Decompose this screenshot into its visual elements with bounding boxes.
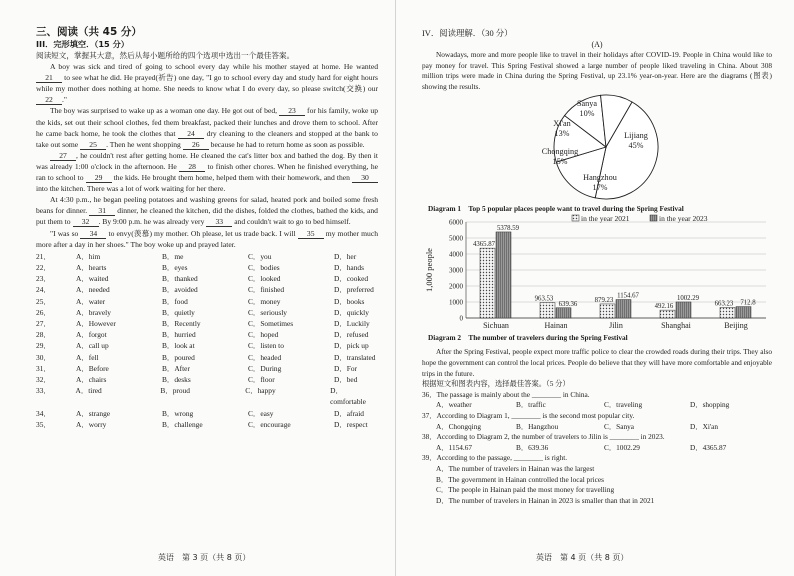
passage-label: (A): [591, 40, 603, 49]
bar-sichuan-2023: [496, 232, 511, 318]
blank-24: 24: [178, 129, 204, 139]
blank-22: 22: [36, 95, 62, 105]
option-c[interactable]: C．During: [248, 363, 282, 373]
option-c[interactable]: C．looked: [248, 274, 281, 284]
question-38: 38．According to Diagram 2, the number of travelers to Jilin is ________ in 2023. A．1154.67 B．639.36 C．1002.29 D．4365.87: [422, 432, 727, 452]
reading-title: IV．阅读理解．（30 分）: [422, 29, 513, 38]
option-d[interactable]: D．refused: [334, 330, 369, 340]
bar-jilin-2023: [616, 300, 631, 318]
option-row: 21． A．him B．me C．you D．her: [36, 251, 357, 261]
legend-swatch-2021: [572, 215, 579, 221]
question-instruction: 根据短文和图表内容，选择最佳答案。（5 分）: [422, 379, 570, 389]
question-37: 37．According to Diagram 1, ________ is the second most popular city. A．Chongqing B．Hangzhou C．Sanya D．Xi'an: [422, 410, 719, 431]
data-label: 492.16: [654, 303, 674, 311]
pie-label-chongqing: Chongqing 15%: [541, 147, 579, 167]
passage-after: After the Spring Festival, people expect more traffic police to clear the crowded roads during their trips. They also hope the government can control the local prices. People do believe that they will have more comfortable and enjoyable trips in the future.: [422, 347, 772, 378]
option-row: 30． A．fell B．poured C．headed D．translated: [36, 352, 376, 362]
diagram2-caption: Diagram 2 The number of travelers during the Spring Festival: [428, 333, 628, 343]
question-36: 36．The passage is mainly about the ________ in China. A．weather B．traffic C．traveling D．shopping: [422, 389, 730, 410]
data-label: 663.23: [714, 300, 734, 308]
option-d[interactable]: D．pick up: [334, 341, 369, 351]
blank-23: 23: [279, 106, 305, 116]
option-a[interactable]: A．chairs: [76, 374, 107, 384]
x-tick-label: Shanghai: [661, 321, 691, 331]
y-axis-label: 1,000 people: [424, 248, 434, 293]
option-b[interactable]: B．poured: [162, 352, 195, 362]
bar-jilin-2021: [600, 304, 615, 318]
y-tick-label: 1000: [449, 298, 463, 307]
option-d[interactable]: D．her: [334, 251, 357, 261]
option-b[interactable]: B．food: [162, 296, 188, 306]
cloze-paragraph-5: "I was so 34 to envy(羡慕) my mother. Oh please, let us trade back. I will 35 my mother much more after a day in her shoes." The boy woke up and prayed later.: [36, 228, 378, 249]
pie-label-lijiang: Lijiang 45%: [624, 131, 648, 151]
x-tick-label: Beijing: [724, 321, 748, 331]
option-row: 24． A．needed B．avoided C．finished D．preferred: [36, 285, 374, 295]
left-page: [0, 0, 392, 576]
option-d[interactable]: D．The number of travelers in Hainan in 2023 is smaller than that in 2021: [436, 495, 655, 505]
blank-34: 34: [80, 229, 106, 239]
option-a[interactable]: A．However: [76, 318, 116, 328]
option-a[interactable]: A．weather: [436, 400, 472, 410]
option-d[interactable]: D．shopping: [690, 400, 730, 410]
blank-35: 35: [298, 229, 324, 239]
option-d[interactable]: D．quickly: [334, 307, 369, 317]
option-c[interactable]: C．headed: [248, 352, 282, 362]
option-row: 35． A．worry B．challenge C．encourage D．respect: [36, 419, 368, 429]
option-b[interactable]: B．hurried: [162, 330, 196, 340]
option-b[interactable]: B．639.36: [516, 442, 549, 452]
option-row: 26． A．bravely B．quietly C．seriously D．quickly: [36, 307, 369, 317]
data-label: 1002.29: [676, 295, 700, 303]
y-tick-label: 3000: [449, 266, 463, 275]
blank-27: 27: [50, 151, 76, 161]
option-d[interactable]: D．cooked: [334, 274, 369, 284]
blank-32: 32: [73, 217, 99, 227]
legend-label-2021: in the year 2021: [581, 214, 630, 224]
option-row: 23． A．waited B．thanked C．looked D．cooked: [36, 274, 369, 284]
option-row: 22． A．hearts B．eyes C．bodies D．hands: [36, 262, 364, 272]
bar-chart: [422, 214, 772, 330]
option-a[interactable]: A．Before: [76, 363, 109, 373]
option-row: 34． A．strange B．wrong C．easy D．afraid: [36, 408, 364, 418]
option-c[interactable]: C．traveling: [604, 400, 643, 410]
bar-shanghai-2023: [676, 302, 691, 318]
option-b[interactable]: B．proud: [160, 386, 190, 396]
option-c[interactable]: C．finished: [248, 285, 285, 295]
option-a[interactable]: A．hearts: [76, 262, 107, 272]
option-a[interactable]: A．worry: [76, 419, 107, 429]
y-tick-label: 6000: [449, 218, 463, 227]
x-tick-label: Sichuan: [483, 321, 509, 331]
data-label: 5378.59: [496, 225, 520, 233]
y-tick-label: 5000: [449, 234, 463, 243]
question-39: 39．According to the passage, ________ is right. A．The number of travelers in Hainan was the largest B．The government in Hainan controlled the local prices C．The people in Hainan paid the most money for travelling D．The number of travelers in Hainan in 2023 is smaller than that in 2021: [422, 453, 655, 505]
blank-25: 25: [80, 140, 106, 150]
option-b[interactable]: B．challenge: [162, 419, 203, 429]
option-b[interactable]: B．me: [162, 251, 184, 261]
option-b[interactable]: B．avoided: [162, 285, 198, 295]
option-a[interactable]: A．The number of travelers in Hainan was the largest: [436, 463, 595, 473]
option-d[interactable]: D．preferred: [334, 285, 374, 295]
blank-21: 21: [36, 73, 62, 83]
option-d[interactable]: D．Luckily: [334, 318, 370, 328]
blank-28: 28: [179, 162, 205, 172]
data-label: 879.23: [594, 297, 614, 305]
x-tick-label: Hainan: [544, 321, 568, 331]
option-a[interactable]: A．1154.67: [436, 442, 473, 452]
data-label: 4365.87: [472, 241, 496, 249]
option-a[interactable]: A．strange: [76, 408, 111, 418]
option-b[interactable]: B．The government in Hainan controlled the local prices: [436, 474, 604, 484]
option-c[interactable]: C．money: [248, 296, 281, 306]
pie-label-hangzhou: Hangzhou 17%: [583, 173, 617, 193]
bar-hainan-2021: [540, 303, 555, 318]
option-a[interactable]: A．waited: [76, 274, 109, 284]
option-b[interactable]: B．wrong: [162, 408, 194, 418]
option-b[interactable]: B．quietly: [162, 307, 195, 317]
pie-label-xian: Xi'an 13%: [553, 119, 571, 139]
blank-33: 33: [206, 217, 232, 227]
option-b[interactable]: B．After: [162, 363, 190, 373]
option-a[interactable]: A．tired: [75, 386, 102, 396]
option-d[interactable]: D．afraid: [334, 408, 364, 418]
option-b[interactable]: B．look at: [162, 341, 195, 351]
y-tick-label: 0: [459, 314, 463, 323]
option-d[interactable]: D．respect: [334, 419, 368, 429]
option-d[interactable]: D．books: [334, 296, 365, 306]
y-tick-label: 2000: [449, 282, 463, 291]
option-c[interactable]: C．The people in Hainan paid the most money for travelling: [436, 485, 615, 495]
section-title: 三、阅读（共 45 分）: [36, 26, 142, 38]
option-row: 33． A．tired B．proud C．happy D．comfortable: [36, 385, 378, 407]
option-c[interactable]: C．1002.29: [604, 442, 640, 452]
legend-label-2023: in the year 2023: [659, 214, 708, 224]
pie-label-sanya: Sanya 10%: [576, 99, 598, 119]
passage-intro: Nowadays, more and more people like to travel in their holidays after COVID-19. People in China would like to pay money for travel. This Spring Festival showed a large number of people liked traveling in China. About 308 million trips were made in China during the Spring Festival, up 23.1% year-on-year. Here are the diagrams (图表) showing the results.: [422, 50, 772, 91]
option-a[interactable]: A．fell: [76, 352, 99, 362]
option-b[interactable]: B．thanked: [162, 274, 198, 284]
cloze-title: III．完形填空．（15 分）: [36, 39, 129, 49]
blank-26: 26: [183, 140, 209, 150]
option-c[interactable]: C．you: [248, 251, 272, 261]
left-page-footer: 英语 第 3 页（共 8 页）: [158, 553, 251, 562]
option-c[interactable]: C．easy: [248, 408, 274, 418]
option-row: 32． A．chairs B．desks C．floor D．bed: [36, 374, 358, 384]
bar-shanghai-2021: [660, 311, 675, 319]
diagram1-caption: Diagram 1 Top 5 popular places people want to travel during the Spring Festival: [428, 204, 684, 214]
pie-chart: [422, 92, 772, 200]
bar-beijing-2023: [736, 307, 751, 318]
blank-30: 30: [352, 173, 378, 183]
option-c[interactable]: C．hoped: [248, 330, 279, 340]
option-a[interactable]: A．bravely: [76, 307, 111, 317]
option-d[interactable]: D．hands: [334, 262, 364, 272]
option-b[interactable]: B．Recently: [162, 318, 201, 328]
option-a[interactable]: A．water: [76, 296, 106, 306]
right-page-footer: 英语 第 4 页（共 8 页）: [536, 553, 629, 562]
option-c[interactable]: C．floor: [248, 374, 275, 384]
cloze-paragraph-4: At 4:30 p.m., he began peeling potatoes and washing greens for salad, heated pork and boiled some fresh beans for dinner. 31 dinner, he cleaned the kitchen, did the dishes, folded the clothes, bathed the kids, and put them to 32 . By 9:00 p.m. he was already very 33 and couldn't wait to go to bed himself.: [36, 195, 378, 227]
bar-hainan-2023: [556, 308, 571, 318]
option-row: 28． A．forgot B．hurried C．hoped D．refused: [36, 330, 369, 340]
option-row: 25． A．water B．food C．money D．books: [36, 296, 365, 306]
right-page: [398, 0, 794, 576]
cloze-paragraph-2: The boy was surprised to wake up as a woman one day. He got out of bed, 23 for his family, woke up the kids, set out their school clothes, fed them breakfast, packed their lunches and drove them to school. After he came back home, he took the clothes that 24 dry cleaning to the cleaners and stopped at the bank to take out some 25 . Then he went shopping 26 because he had to return home as soon as possible.: [36, 106, 378, 149]
option-a[interactable]: A．Chongqing: [436, 421, 481, 431]
page-divider: [395, 0, 396, 576]
option-a[interactable]: A．him: [76, 251, 101, 261]
option-d[interactable]: D．For: [334, 363, 357, 373]
option-a[interactable]: A．forgot: [76, 330, 107, 340]
option-c[interactable]: C．listen to: [248, 341, 284, 351]
cloze-paragraph-1: A boy was sick and tired of going to school every day while his mother stayed at home. He wanted 21 to see what he did. He prayed(祈告) one day, "I go to school every day and study hard for eight hours while my mother does nothing at home. She needs to know what I do every day, so please switch(交换) our 22 .": [36, 62, 378, 105]
option-row: 29． A．call up B．look at C．listen to D．pick up: [36, 341, 369, 351]
option-b[interactable]: B．Hangzhou: [516, 421, 559, 431]
option-c[interactable]: C．happy: [245, 386, 276, 396]
legend-swatch-2023: [650, 215, 657, 221]
data-label: 712.8: [740, 299, 756, 307]
data-label: 963.53: [534, 295, 554, 303]
bar-beijing-2021: [720, 308, 735, 319]
data-label: 1154.67: [617, 292, 639, 300]
option-b[interactable]: B．traffic: [516, 400, 546, 410]
option-d[interactable]: D．comfortable: [330, 386, 366, 407]
data-label: 639.36: [558, 301, 578, 309]
blank-31: 31: [89, 206, 115, 216]
cloze-instruction: 阅读短文，掌握其大意，然后从每小题所给的四个选项中选出一个最佳答案。: [36, 51, 295, 60]
option-row: 27． A．However B．Recently C．Sometimes D．Luckily: [36, 318, 370, 328]
option-d[interactable]: D．bed: [334, 374, 358, 384]
option-row: 31． A．Before B．After C．During D．For: [36, 363, 357, 373]
option-c[interactable]: C．bodies: [248, 262, 280, 272]
option-c[interactable]: C．Sanya: [604, 421, 634, 431]
option-c[interactable]: C．Sometimes: [248, 318, 294, 328]
option-d[interactable]: D．4365.87: [690, 442, 727, 452]
option-d[interactable]: D．Xi'an: [690, 421, 719, 431]
option-b[interactable]: B．desks: [162, 374, 191, 384]
x-tick-label: Jilin: [609, 321, 623, 331]
option-d[interactable]: D．translated: [334, 352, 376, 362]
cloze-paragraph-3: 27 , he couldn't rest after getting home. He cleaned the cat's litter box and bathed the dog. By then it was already 1:00 o'clock in the afternoon. He 28 to finish other chores. When he finished everything, he ran to school to 29 the kids. He brought them home, helped them with their homework, and then 30 into the kitchen. There was a lot of work waiting for her there.: [36, 150, 378, 194]
blank-29: 29: [86, 173, 112, 183]
cloze-options: [36, 251, 378, 430]
option-c[interactable]: C．seriously: [248, 307, 288, 317]
option-b[interactable]: B．eyes: [162, 262, 188, 272]
option-c[interactable]: C．encourage: [248, 419, 291, 429]
option-a[interactable]: A．needed: [76, 285, 110, 295]
bar-sichuan-2021: [480, 249, 495, 319]
y-tick-label: 4000: [449, 250, 463, 259]
option-a[interactable]: A．call up: [76, 341, 109, 351]
